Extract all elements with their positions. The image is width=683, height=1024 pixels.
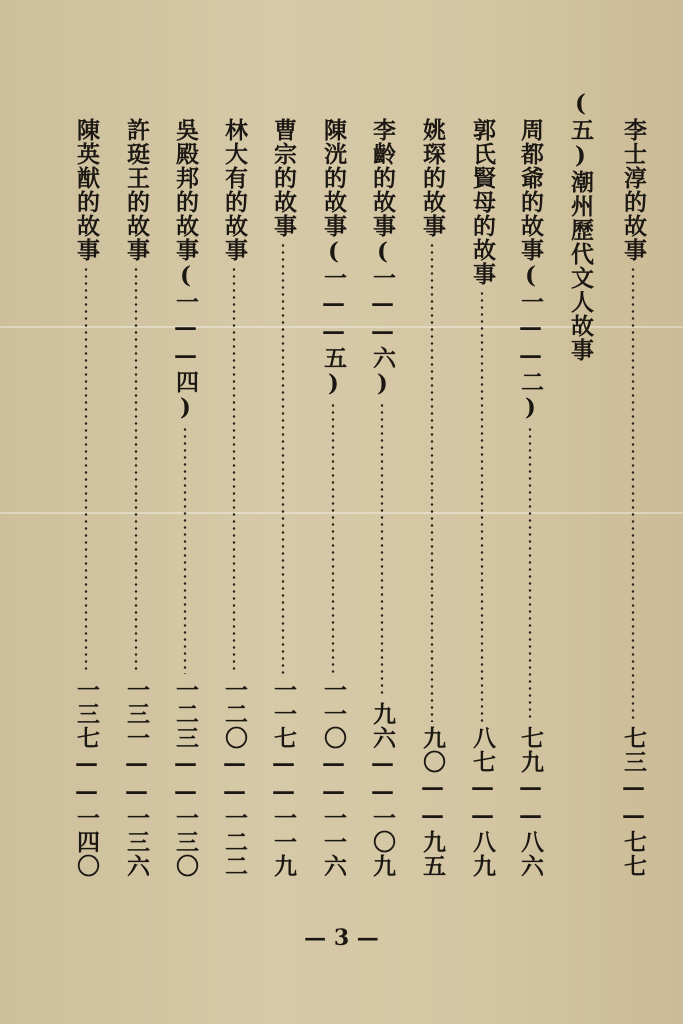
- toc-entry-pages: 一三七——一四〇: [73, 678, 100, 878]
- toc-entry-pages: 一三一——一三六: [123, 678, 150, 878]
- toc-entry-pages: 九六——一〇九: [369, 702, 396, 878]
- toc-entry: [364, 118, 400, 878]
- dot-leader: [528, 426, 532, 722]
- dot-leader: [281, 242, 285, 674]
- toc-entry-pages: 七三——七七: [620, 726, 647, 878]
- toc-section-heading: [562, 90, 598, 850]
- toc-entry: [464, 118, 500, 878]
- toc-entry: [265, 118, 301, 878]
- toc-entry-pages: 一二三——一三〇: [172, 678, 199, 878]
- toc-entry-pages: 一一七——一一九: [270, 678, 297, 878]
- toc-entry-pages: 一二〇——一二二: [221, 678, 248, 878]
- dot-leader: [183, 426, 187, 674]
- dot-leader: [84, 266, 88, 674]
- toc-entry: [315, 118, 351, 878]
- section-title: (五)潮州歷代文人故事: [567, 90, 594, 362]
- dot-leader: [380, 402, 384, 698]
- toc-entry-title: 李齡的故事(一——六): [369, 118, 396, 398]
- toc-entry-title: 林大有的故事: [221, 118, 248, 262]
- toc-entry: [615, 118, 651, 878]
- toc-entry-pages: 一一〇——一一六: [320, 678, 347, 878]
- toc-entry: [118, 118, 154, 878]
- toc-entry: [512, 118, 548, 878]
- dot-leader: [232, 266, 236, 674]
- dot-leader: [331, 402, 335, 674]
- dot-leader: [430, 242, 434, 722]
- toc-entry-title: 陳洸的故事(一——五): [320, 118, 347, 398]
- toc-entry-pages: 七九——八六: [517, 726, 544, 878]
- toc-entry-title: 許珽王的故事: [123, 118, 150, 262]
- toc-entry-pages: 八七——八九: [469, 726, 496, 878]
- toc-entry-title: 吳殿邦的故事(一——四): [172, 118, 199, 422]
- toc-entry: [414, 118, 450, 878]
- toc-entry-pages: 九〇——九五: [419, 726, 446, 878]
- toc-entry: [167, 118, 203, 878]
- toc-entry-title: 曹宗的故事: [270, 118, 297, 238]
- toc-entry-title: 陳英猷的故事: [73, 118, 100, 262]
- dot-leader: [134, 266, 138, 674]
- dot-leader: [631, 266, 635, 722]
- toc-entry-title: 周都爺的故事(一——二): [517, 118, 544, 422]
- toc-entry: [68, 118, 104, 878]
- toc-entry: [216, 118, 252, 878]
- dot-leader: [480, 290, 484, 722]
- toc-entry-title: 郭氏賢母的故事: [469, 118, 496, 286]
- toc-entry-title: 李士淳的故事: [620, 118, 647, 262]
- page-number: — 3 —: [304, 925, 379, 951]
- toc-entry-title: 姚琛的故事: [419, 118, 446, 238]
